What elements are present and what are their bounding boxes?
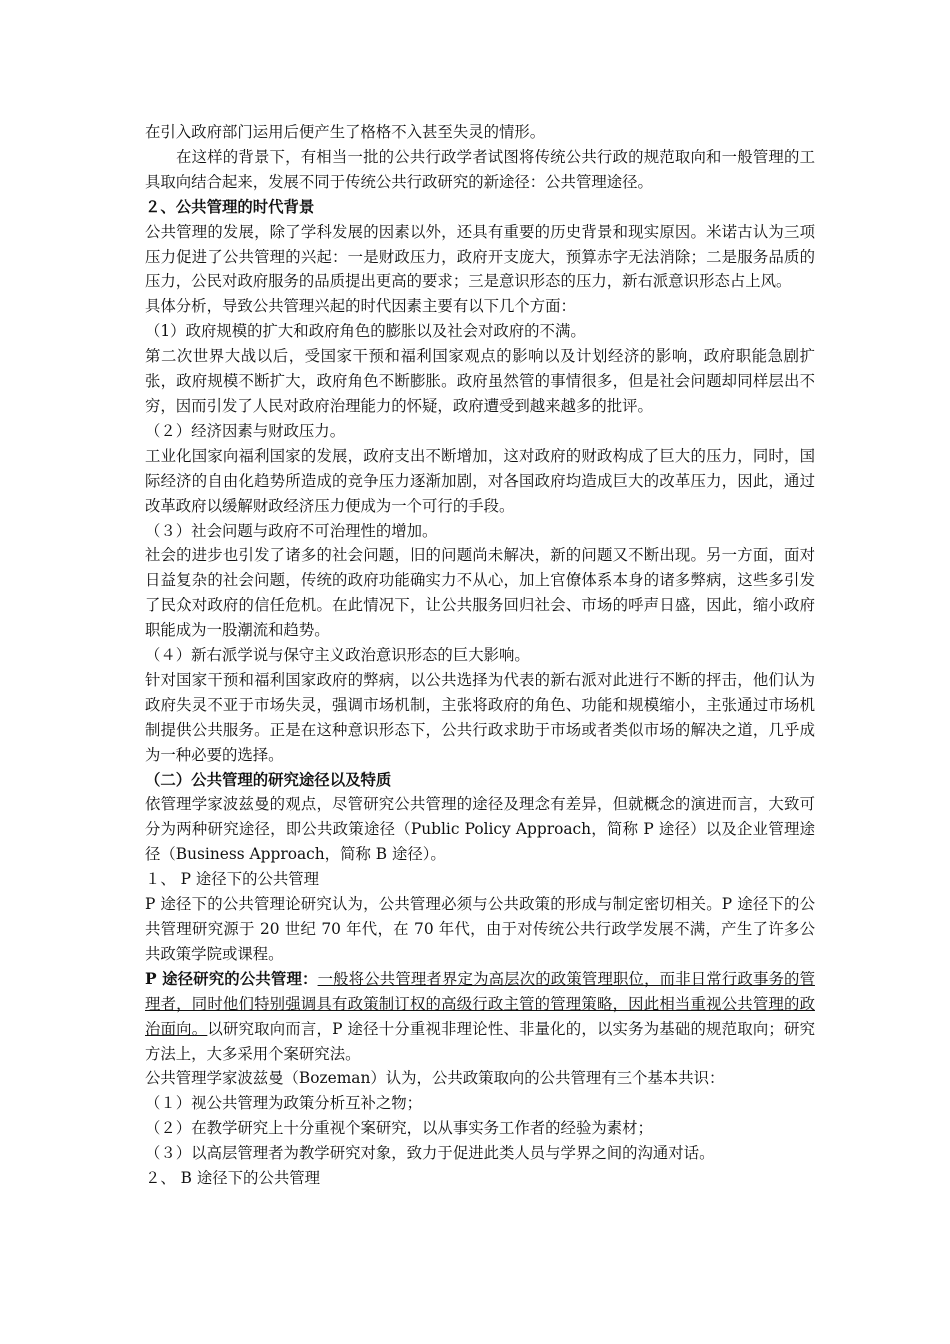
section-heading: （二）公共管理的研究途径以及特质	[145, 770, 392, 789]
list-item: （３）以高层管理者为教学研究对象，致力于促进此类人员与学界之间的沟通对话。	[145, 1144, 715, 1163]
list-item: （２）在教学研究上十分重视个案研究，以从事实务工作者的经验为素材；	[145, 1119, 653, 1138]
paragraph: 在引入政府部门运用后便产生了格格不入甚至失灵的情形。	[145, 123, 546, 141]
list-item: （１）视公共管理为政策分析互补之物；	[145, 1094, 423, 1113]
paragraph-text: 以研究取向而言，P 途径十分重视非理论性、非量化的，以实务为基础的规范取向；研究方法上，大多采用个案研究法。	[145, 1019, 815, 1063]
paragraph: 工业化国家向福利国家的发展，政府支出不断增加，这对政府的财政构成了巨大的压力，同时，国际经济的自由化趋势所造成的竞争压力逐渐加剧，对各国政府均造成巨大的改革压力，因此，通过改革政府以缓解财政经济压力便成为一个可行的手段。	[145, 446, 815, 515]
bold-lead: P 途径研究的公共管理：	[145, 969, 318, 988]
subsection-heading: １、 P 途径下的公共管理	[145, 870, 320, 889]
paragraph: 依管理学家波兹曼的观点，尽管研究公共管理的途径及理念有差异，但就概念的演进而言，大致可分为两种研究途径，即公共政策途径（Public Policy Approach，简称 P 途径）以及企业管理途径（Business Approach，简称 B 途径）。	[145, 795, 815, 864]
list-item: （４）新右派学说与保守主义政治意识形态的巨大影响。	[145, 646, 530, 665]
paragraph: 具体分析，导致公共管理兴起的时代因素主要有以下几个方面：	[145, 297, 576, 316]
underlined-text: 一般将公共管理者界定为高层次的政策管理职位，而非日常行政事务的管理者，同时他们特别强调具有政策制订权的高级行政主管的管理策略，因此相当重视公共管理的政治面向。	[145, 969, 815, 1038]
paragraph: 社会的进步也引发了诸多的社会问题，旧的问题尚未解决，新的问题又不断出现。另一方面，面对日益复杂的社会问题，传统的政府功能确实力不从心，加上官僚体系本身的诸多弊病，这些多引发了民众对政府的信任危机。在此情况下，让公共服务回归社会、市场的呼声日盛，因此，缩小政府职能成为一股潮流和趋势。	[145, 546, 815, 640]
paragraph: P 途径下的公共管理论研究认为，公共管理必须与公共政策的形成与制定密切相关。P 途径下的公共管理研究源于 20 世纪 70 年代，在 70 年代，由于对传统公共行政学发展不满，产生了许多公共政策学院或课程。	[145, 895, 815, 963]
list-item: （1）政府规模的扩大和政府角色的膨胀以及社会对政府的不满。	[145, 322, 586, 341]
paragraph: 公共管理学家波兹曼（Bozeman）认为，公共政策取向的公共管理有三个基本共识：	[145, 1069, 725, 1088]
list-item: （３）社会问题与政府不可治理性的增加。	[145, 521, 438, 540]
document-page	[145, 120, 815, 1191]
paragraph	[145, 967, 815, 1067]
paragraph: 针对国家干预和福利国家政府的弊病，以公共选择为代表的新右派对此进行不断的抨击，他们认为政府失灵不亚于市场失灵，强调市场机制，主张将政府的角色、功能和规模缩小，主张通过市场机制提供公共服务。正是在这种意识形态下，公共行政求助于市场或者类似市场的解决之道，几乎成为一种必要的选择。	[145, 670, 815, 764]
paragraph: 第二次世界大战以后，受国家干预和福利国家观点的影响以及计划经济的影响，政府职能急剧扩张，政府规模不断扩大，政府角色不断膨胀。政府虽然管的事情很多，但是社会问题却同样层出不穷，因而引发了人民对政府治理能力的怀疑，政府遭受到越来越多的批评。	[145, 347, 815, 415]
paragraph: 公共管理的发展，除了学科发展的因素以外，还具有重要的历史背景和现实原因。米诺古认为三项压力促进了公共管理的兴起：一是财政压力，政府开支庞大，预算赤字无法消除；二是服务品质的压力，公民对政府服务的品质提出更高的要求；三是意识形态的压力，新右派意识形态占上风。	[145, 222, 815, 291]
subsection-heading: ２、 B 途径下的公共管理	[145, 1169, 321, 1188]
section-heading: ２、公共管理的时代背景	[145, 197, 315, 216]
list-item: （２）经济因素与财政压力。	[145, 421, 346, 440]
paragraph: 在这样的背景下，有相当一批的公共行政学者试图将传统公共行政的规范取向和一般管理的工具取向结合起来，发展不同于传统公共行政研究的新途径：公共管理途径。	[145, 147, 815, 191]
